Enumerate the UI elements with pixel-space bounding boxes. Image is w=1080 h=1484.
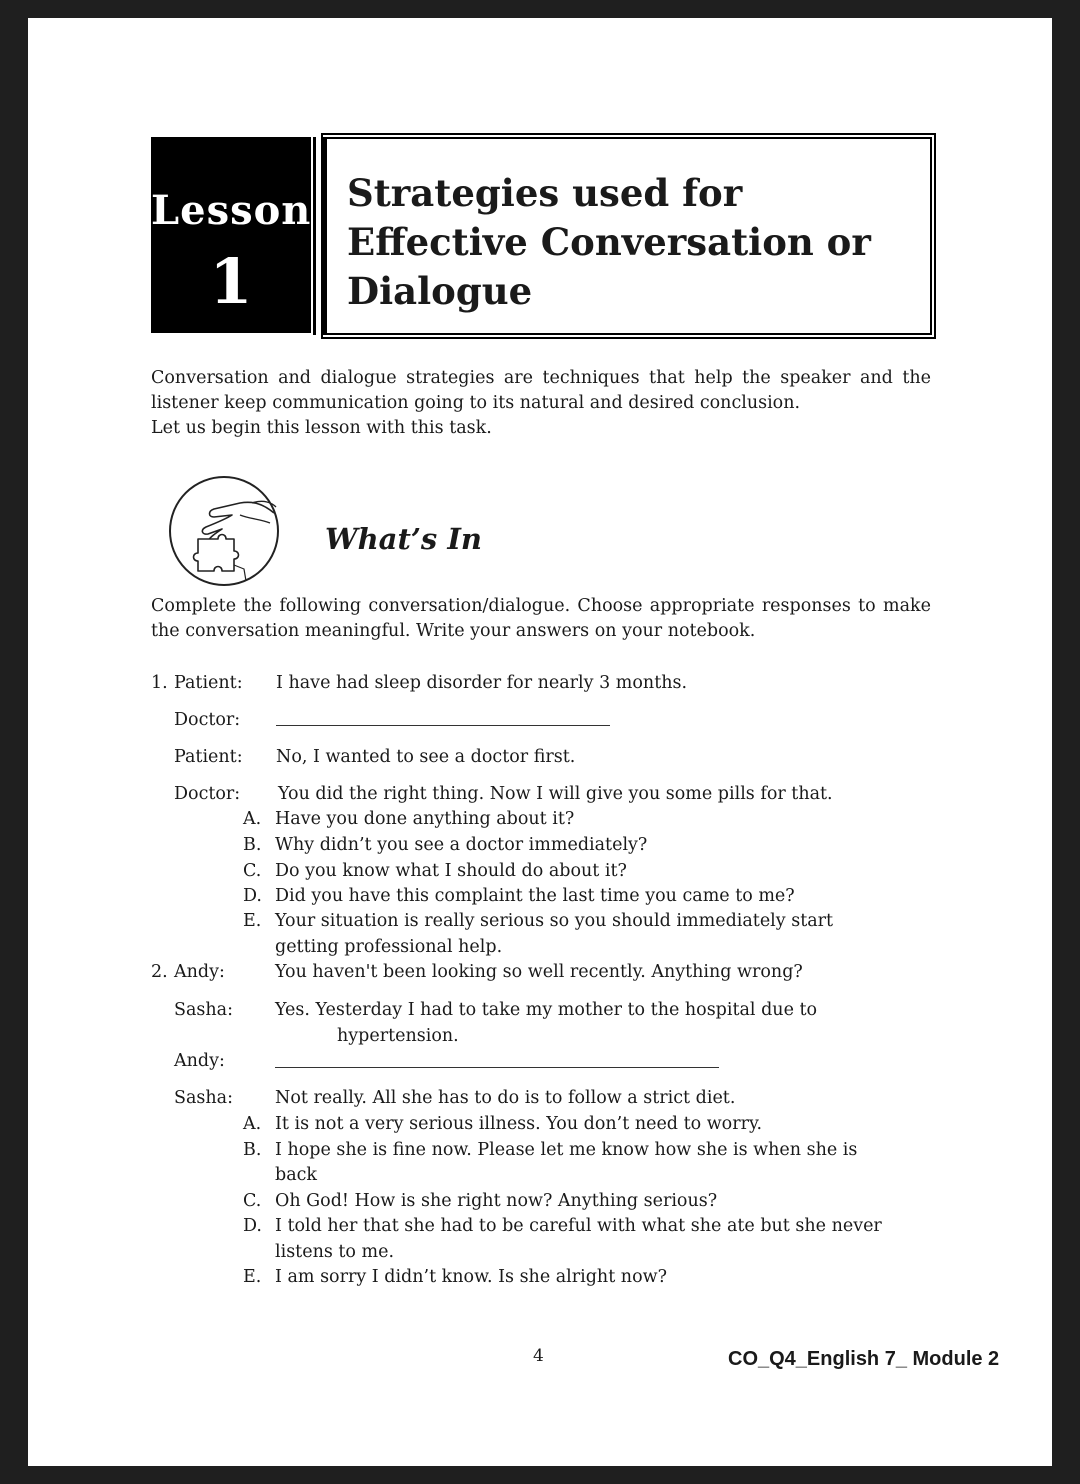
module-page <box>28 18 1052 1466</box>
intro-paragraph <box>151 366 931 441</box>
choice-text: I hope she is fine now. Please let me know how she is when she is <box>275 1140 858 1160</box>
choice-text: Your situation is really serious so you should immediately start <box>275 911 834 931</box>
choice-letter: A. <box>243 1114 262 1134</box>
lesson-number: 1 <box>209 245 253 318</box>
choice-letter: C. <box>243 861 262 881</box>
choice-letter: D. <box>243 1216 262 1236</box>
choice-text-continued: listens to me. <box>275 1242 395 1262</box>
choice-text: Do you know what I should do about it? <box>275 861 627 881</box>
choice-text: Oh God! How is she right now? Anything serious? <box>275 1191 718 1211</box>
dialogue-text: You haven't been looking so well recently. Anything wrong? <box>275 962 803 982</box>
hand-puzzle-icon <box>166 473 282 589</box>
intro-task-text: Let us begin this lesson with this task. <box>151 418 492 438</box>
dialogue-text: You did the right thing. Now I will give you some pills for that. <box>278 784 833 804</box>
item-number: 2. <box>151 962 168 982</box>
speaker-label: Doctor: <box>174 784 241 804</box>
header-divider <box>313 137 325 335</box>
instructions-text: Complete the following conversation/dialogue. Choose appropriate responses to make the conversation meaningful. Write your answers on your notebook. <box>151 596 931 641</box>
speaker-label: Doctor: <box>174 710 241 730</box>
lesson-title-box <box>325 137 932 335</box>
lesson-title <box>347 169 917 316</box>
speaker-label: Andy: <box>174 1051 225 1071</box>
dialogue-text: Yes. Yesterday I had to take my mother to the hospital due to <box>275 1000 818 1020</box>
answer-blank[interactable] <box>275 1067 719 1068</box>
choice-text: I told her that she had to be careful with what she ate but she never <box>275 1216 882 1236</box>
choice-letter: C. <box>243 1191 262 1211</box>
choice-text: I am sorry I didn’t know. Is she alright now? <box>275 1267 667 1287</box>
page-number: 4 <box>533 1346 544 1366</box>
speaker-label: Patient: <box>174 673 243 693</box>
lesson-label: Lesson <box>151 187 312 234</box>
item-number: 1. <box>151 673 168 693</box>
speaker-label: Sasha: <box>174 1088 234 1108</box>
choice-text: Have you done anything about it? <box>275 809 575 829</box>
choice-letter: D. <box>243 886 262 906</box>
dialogue-text: Not really. All she has to do is to follow a strict diet. <box>275 1088 736 1108</box>
choice-letter: E. <box>243 1267 262 1287</box>
speaker-label: Sasha: <box>174 1000 234 1020</box>
choice-text: Why didn’t you see a doctor immediately? <box>275 835 648 855</box>
choice-letter: A. <box>243 809 262 829</box>
choice-text: Did you have this complaint the last time you came to me? <box>275 886 795 906</box>
choice-letter: B. <box>243 835 262 855</box>
choice-text-continued: back <box>275 1165 318 1185</box>
dialogue-text-continued: hypertension. <box>337 1026 459 1046</box>
lesson-badge <box>151 137 311 333</box>
choice-letter: E. <box>243 911 262 931</box>
dialogue-text: No, I wanted to see a doctor first. <box>276 747 576 767</box>
module-code: CO_Q4_English 7_ Module 2 <box>728 1348 1000 1370</box>
choice-text: It is not a very serious illness. You don’t need to worry. <box>275 1114 763 1134</box>
section-title: What’s In <box>325 522 483 556</box>
intro-text: Conversation and dialogue strategies are techniques that help the speaker and the listener keep communication going to its natural and desired conclusion. <box>151 368 931 413</box>
choice-letter: B. <box>243 1140 262 1160</box>
answer-blank[interactable] <box>276 725 610 726</box>
speaker-label: Andy: <box>174 962 225 982</box>
speaker-label: Patient: <box>174 747 243 767</box>
choice-text-continued: getting professional help. <box>275 937 503 957</box>
title-line-3: Dialogue <box>347 269 533 313</box>
title-line-1: Strategies used for <box>347 171 743 215</box>
dialogue-text: I have had sleep disorder for nearly 3 months. <box>276 673 688 693</box>
title-line-2: Effective Conversation or <box>347 220 871 264</box>
